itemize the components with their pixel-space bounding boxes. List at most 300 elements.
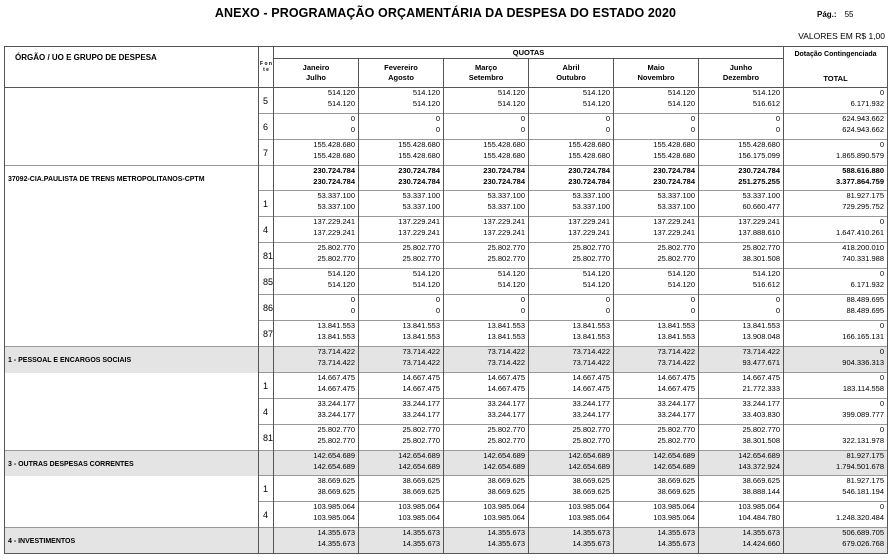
row-label xyxy=(5,373,259,399)
table-row xyxy=(5,114,888,140)
quota-cell xyxy=(614,243,699,269)
value-second-half: 53.337.100 xyxy=(317,201,355,211)
value-first-half: 137.229.241 xyxy=(738,217,780,226)
table-row xyxy=(5,373,888,399)
row-label xyxy=(5,269,259,295)
total-cell xyxy=(784,528,888,554)
value-second-half: 904.336.313 xyxy=(842,357,884,367)
value-second-half: 25.802.770 xyxy=(402,435,440,445)
value-first-half: 0 xyxy=(435,295,440,304)
value-first-half: 33.244.177 xyxy=(402,399,440,408)
quota-cell xyxy=(274,269,359,295)
value-second-half: 25.802.770 xyxy=(317,435,355,445)
value-second-half: 53.337.100 xyxy=(657,201,695,211)
value-first-half: 155.428.680 xyxy=(313,140,355,149)
value-second-half: 230.724.784 xyxy=(313,176,355,186)
value-first-half: 81.927.175 xyxy=(846,451,884,460)
value-second-half: 25.802.770 xyxy=(572,435,610,445)
value-first-half: 13.841.553 xyxy=(657,321,695,330)
value-second-half: 514.120 xyxy=(497,98,525,108)
value-second-half: 546.181.194 xyxy=(842,486,884,496)
value-first-half: 0 xyxy=(775,114,780,123)
value-second-half: 0 xyxy=(520,124,525,134)
quotas-header: QUOTAS xyxy=(274,47,784,59)
value-second-half: 514.120 xyxy=(327,98,355,108)
quota-cell xyxy=(699,476,784,502)
value-second-half: 516.612 xyxy=(752,98,780,108)
value-second-half: 137.229.241 xyxy=(568,227,610,237)
value-first-half: 514.120 xyxy=(582,88,610,97)
value-first-half: 155.428.680 xyxy=(398,140,440,149)
value-second-half: 729.295.752 xyxy=(842,201,884,211)
value-first-half: 25.802.770 xyxy=(657,243,695,252)
table-row xyxy=(5,166,888,191)
quota-cell xyxy=(614,425,699,451)
value-second-half: 14.424.660 xyxy=(742,538,780,548)
value-first-half: 137.229.241 xyxy=(313,217,355,226)
table-row xyxy=(5,399,888,425)
quota-cell xyxy=(359,295,444,321)
value-first-half: 14.355.673 xyxy=(487,528,525,537)
quota-cell xyxy=(699,191,784,217)
value-first-half: 0 xyxy=(350,114,355,123)
value-first-half: 25.802.770 xyxy=(402,425,440,434)
total-header: TOTAL xyxy=(784,59,888,88)
value-first-half: 73.714.422 xyxy=(742,347,780,356)
quota-cell xyxy=(699,425,784,451)
table-row xyxy=(5,243,888,269)
value-first-half: 514.120 xyxy=(497,269,525,278)
quota-cell xyxy=(274,502,359,528)
value-first-half: 137.229.241 xyxy=(398,217,440,226)
value-second-half: 38.301.508 xyxy=(742,253,780,263)
quota-cell xyxy=(444,347,529,373)
value-first-half: 137.229.241 xyxy=(568,217,610,226)
value-second-half: 155.428.680 xyxy=(568,150,610,160)
fonte-cell: 4 xyxy=(259,502,274,528)
table-row xyxy=(5,528,888,554)
value-first-half: 25.802.770 xyxy=(742,425,780,434)
value-second-half: 14.355.673 xyxy=(402,538,440,548)
quota-cell xyxy=(529,476,614,502)
value-second-half: 137.229.241 xyxy=(313,227,355,237)
value-first-half: 0 xyxy=(879,425,884,434)
value-second-half: 38.301.508 xyxy=(742,435,780,445)
value-first-half: 88.489.695 xyxy=(846,295,884,304)
fonte-cell: 85 xyxy=(259,269,274,295)
quota-cell xyxy=(614,528,699,554)
value-second-half: 514.120 xyxy=(412,98,440,108)
value-second-half: 73.714.422 xyxy=(487,357,525,367)
quota-cell xyxy=(359,451,444,476)
value-second-half: 679.026.768 xyxy=(842,538,884,548)
value-second-half: 166.165.131 xyxy=(842,331,884,341)
quota-cell xyxy=(699,347,784,373)
value-first-half: 14.355.673 xyxy=(317,528,355,537)
fonte-cell: 86 xyxy=(259,295,274,321)
quota-cell xyxy=(699,217,784,243)
quota-cell xyxy=(444,166,529,191)
quota-cell xyxy=(614,502,699,528)
total-cell xyxy=(784,114,888,140)
value-first-half: 0 xyxy=(879,347,884,356)
value-second-half: 740.331.988 xyxy=(842,253,884,263)
table-row xyxy=(5,451,888,476)
quota-cell xyxy=(444,88,529,114)
value-second-half: 6.171.932 xyxy=(850,98,884,108)
quota-cell xyxy=(614,347,699,373)
value-first-half: 14.667.475 xyxy=(317,373,355,382)
value-first-half: 103.985.064 xyxy=(398,502,440,511)
total-cell xyxy=(784,269,888,295)
value-first-half: 25.802.770 xyxy=(487,243,525,252)
value-first-half: 0 xyxy=(520,295,525,304)
quota-cell xyxy=(529,217,614,243)
value-first-half: 13.841.553 xyxy=(317,321,355,330)
value-first-half: 14.355.673 xyxy=(742,528,780,537)
value-first-half: 514.120 xyxy=(412,88,440,97)
quota-cell xyxy=(359,88,444,114)
value-second-half: 103.985.064 xyxy=(398,512,440,522)
quota-cell xyxy=(699,269,784,295)
value-second-half: 38.669.625 xyxy=(487,486,525,496)
quota-cell xyxy=(274,191,359,217)
row-label xyxy=(5,191,259,217)
value-second-half: 514.120 xyxy=(582,279,610,289)
value-first-half: 0 xyxy=(435,114,440,123)
value-first-half: 25.802.770 xyxy=(572,425,610,434)
value-second-half: 73.714.422 xyxy=(572,357,610,367)
value-second-half: 0 xyxy=(690,124,695,134)
quota-cell xyxy=(274,476,359,502)
value-second-half: 38.669.625 xyxy=(657,486,695,496)
table-row xyxy=(5,217,888,243)
value-first-half: 13.841.553 xyxy=(402,321,440,330)
total-cell xyxy=(784,373,888,399)
value-first-half: 103.985.064 xyxy=(483,502,525,511)
quota-cell xyxy=(529,528,614,554)
quota-cell xyxy=(699,451,784,476)
value-second-half: 88.489.695 xyxy=(846,305,884,315)
value-first-half: 230.724.784 xyxy=(483,166,525,175)
quota-cell xyxy=(614,321,699,347)
quota-cell xyxy=(444,502,529,528)
value-second-half: 155.428.680 xyxy=(653,150,695,160)
quota-cell xyxy=(359,373,444,399)
quota-cell xyxy=(614,88,699,114)
value-second-half: 3.377.864.759 xyxy=(836,176,884,186)
value-second-half: 143.372.924 xyxy=(738,461,780,471)
row-label xyxy=(5,114,259,140)
value-second-half: 137.888.610 xyxy=(738,227,780,237)
quota-cell xyxy=(699,295,784,321)
value-first-half: 230.724.784 xyxy=(398,166,440,175)
quota-cell xyxy=(529,243,614,269)
quota-cell xyxy=(444,425,529,451)
value-first-half: 514.120 xyxy=(412,269,440,278)
total-cell xyxy=(784,321,888,347)
value-first-half: 0 xyxy=(879,217,884,226)
quota-cell xyxy=(274,166,359,191)
value-first-half: 142.654.689 xyxy=(568,451,610,460)
value-first-half: 0 xyxy=(879,373,884,382)
quota-cell xyxy=(614,217,699,243)
value-second-half: 624.943.662 xyxy=(842,124,884,134)
value-first-half: 73.714.422 xyxy=(487,347,525,356)
row-label xyxy=(5,140,259,166)
quota-cell xyxy=(699,140,784,166)
value-first-half: 38.669.625 xyxy=(742,476,780,485)
quota-cell xyxy=(359,166,444,191)
value-second-half: 514.120 xyxy=(327,279,355,289)
value-first-half: 230.724.784 xyxy=(653,166,695,175)
row-label xyxy=(5,476,259,502)
table-row xyxy=(5,295,888,321)
table-row xyxy=(5,502,888,528)
fonte-cell: 4 xyxy=(259,399,274,425)
month-header: Maio Novembro xyxy=(614,59,699,88)
value-second-half: 53.337.100 xyxy=(572,201,610,211)
quota-cell xyxy=(359,243,444,269)
value-first-half: 0 xyxy=(520,114,525,123)
dotacao-header: Dotação Contingenciada xyxy=(784,47,888,59)
value-second-half: 103.985.064 xyxy=(483,512,525,522)
value-first-half: 14.667.475 xyxy=(742,373,780,382)
value-first-half: 103.985.064 xyxy=(313,502,355,511)
fonte-cell: 1 xyxy=(259,191,274,217)
value-second-half: 0 xyxy=(435,124,440,134)
fonte-cell xyxy=(259,347,274,373)
row-label xyxy=(5,295,259,321)
total-cell xyxy=(784,425,888,451)
value-first-half: 0 xyxy=(879,269,884,278)
quota-cell xyxy=(359,476,444,502)
value-second-half: 73.714.422 xyxy=(657,357,695,367)
value-first-half: 13.841.553 xyxy=(487,321,525,330)
value-second-half: 230.724.784 xyxy=(568,176,610,186)
value-first-half: 25.802.770 xyxy=(487,425,525,434)
value-second-half: 53.337.100 xyxy=(402,201,440,211)
value-second-half: 142.654.689 xyxy=(568,461,610,471)
value-first-half: 103.985.064 xyxy=(568,502,610,511)
value-second-half: 14.667.475 xyxy=(402,383,440,393)
quota-cell xyxy=(529,425,614,451)
value-first-half: 588.616.880 xyxy=(842,166,884,175)
quota-cell xyxy=(699,114,784,140)
quota-cell xyxy=(614,451,699,476)
quota-cell xyxy=(699,166,784,191)
total-cell xyxy=(784,347,888,373)
total-cell xyxy=(784,451,888,476)
value-second-half: 322.131.978 xyxy=(842,435,884,445)
fonte-cell: 5 xyxy=(259,88,274,114)
value-first-half: 25.802.770 xyxy=(317,243,355,252)
value-first-half: 73.714.422 xyxy=(402,347,440,356)
row-label xyxy=(5,217,259,243)
value-first-half: 142.654.689 xyxy=(398,451,440,460)
value-second-half: 13.841.553 xyxy=(317,331,355,341)
quota-cell xyxy=(359,425,444,451)
quota-cell xyxy=(529,399,614,425)
orgao-header: ÓRGÃO / UO E GRUPO DE DESPESA xyxy=(5,47,259,88)
value-first-half: 0 xyxy=(879,321,884,330)
value-first-half: 33.244.177 xyxy=(657,399,695,408)
page-label: Pág.: xyxy=(817,10,837,19)
quota-cell xyxy=(614,373,699,399)
value-first-half: 103.985.064 xyxy=(738,502,780,511)
value-first-half: 53.337.100 xyxy=(402,191,440,200)
quota-cell xyxy=(274,451,359,476)
value-first-half: 0 xyxy=(690,295,695,304)
value-first-half: 25.802.770 xyxy=(657,425,695,434)
value-first-half: 142.654.689 xyxy=(483,451,525,460)
quota-cell xyxy=(444,451,529,476)
value-first-half: 81.927.175 xyxy=(846,191,884,200)
quota-cell xyxy=(529,88,614,114)
value-first-half: 53.337.100 xyxy=(317,191,355,200)
fonte-cell: 1 xyxy=(259,476,274,502)
value-first-half: 514.120 xyxy=(327,88,355,97)
value-second-half: 53.337.100 xyxy=(487,201,525,211)
row-label xyxy=(5,321,259,347)
value-first-half: 0 xyxy=(879,399,884,408)
quota-cell xyxy=(359,502,444,528)
value-first-half: 33.244.177 xyxy=(742,399,780,408)
total-cell xyxy=(784,217,888,243)
fonte-cell: 87 xyxy=(259,321,274,347)
table-row xyxy=(5,347,888,373)
quota-cell xyxy=(274,88,359,114)
quota-cell xyxy=(274,243,359,269)
fonte-cell: 1 xyxy=(259,373,274,399)
value-second-half: 38.669.625 xyxy=(572,486,610,496)
page-number-value: 55 xyxy=(844,10,854,19)
quota-cell xyxy=(444,269,529,295)
value-second-half: 14.355.673 xyxy=(572,538,610,548)
value-second-half: 230.724.784 xyxy=(653,176,695,186)
quota-cell xyxy=(444,528,529,554)
value-first-half: 81.927.175 xyxy=(846,476,884,485)
value-first-half: 514.120 xyxy=(582,269,610,278)
value-second-half: 0 xyxy=(435,305,440,315)
value-first-half: 13.841.553 xyxy=(742,321,780,330)
table-row xyxy=(5,321,888,347)
quota-cell xyxy=(359,114,444,140)
quota-cell xyxy=(274,373,359,399)
value-first-half: 155.428.680 xyxy=(653,140,695,149)
value-second-half: 14.667.475 xyxy=(657,383,695,393)
quota-cell xyxy=(274,295,359,321)
value-second-half: 14.355.673 xyxy=(487,538,525,548)
quota-cell xyxy=(444,321,529,347)
value-first-half: 25.802.770 xyxy=(742,243,780,252)
value-second-half: 33.244.177 xyxy=(657,409,695,419)
value-second-half: 155.428.680 xyxy=(313,150,355,160)
total-cell xyxy=(784,191,888,217)
value-first-half: 53.337.100 xyxy=(572,191,610,200)
row-label: 4 - INVESTIMENTOS xyxy=(5,528,259,554)
value-second-half: 0 xyxy=(775,305,780,315)
value-first-half: 33.244.177 xyxy=(572,399,610,408)
quota-cell xyxy=(529,191,614,217)
quota-cell xyxy=(529,166,614,191)
value-second-half: 25.802.770 xyxy=(657,435,695,445)
value-second-half: 33.244.177 xyxy=(317,409,355,419)
value-first-half: 0 xyxy=(605,114,610,123)
value-first-half: 14.667.475 xyxy=(657,373,695,382)
quota-cell xyxy=(444,114,529,140)
fonte-cell: 7 xyxy=(259,140,274,166)
value-second-half: 514.120 xyxy=(667,279,695,289)
total-cell xyxy=(784,502,888,528)
value-first-half: 13.841.553 xyxy=(572,321,610,330)
value-second-half: 514.120 xyxy=(667,98,695,108)
quota-cell xyxy=(529,295,614,321)
quota-cell xyxy=(444,295,529,321)
value-first-half: 418.200.010 xyxy=(842,243,884,252)
quota-cell xyxy=(529,269,614,295)
table-row xyxy=(5,88,888,114)
value-second-half: 25.802.770 xyxy=(572,253,610,263)
value-first-half: 514.120 xyxy=(497,88,525,97)
value-second-half: 514.120 xyxy=(582,98,610,108)
fonte-header: F o n t e xyxy=(259,47,274,88)
quota-cell xyxy=(529,373,614,399)
total-cell xyxy=(784,166,888,191)
table-row xyxy=(5,269,888,295)
value-first-half: 14.667.475 xyxy=(487,373,525,382)
value-first-half: 155.428.680 xyxy=(738,140,780,149)
value-first-half: 514.120 xyxy=(667,269,695,278)
table-row xyxy=(5,191,888,217)
table-row xyxy=(5,140,888,166)
quota-cell xyxy=(614,140,699,166)
value-first-half: 0 xyxy=(879,140,884,149)
value-second-half: 38.669.625 xyxy=(402,486,440,496)
value-second-half: 25.802.770 xyxy=(657,253,695,263)
value-first-half: 155.428.680 xyxy=(568,140,610,149)
quota-cell xyxy=(614,399,699,425)
fonte-cell: 6 xyxy=(259,114,274,140)
quota-cell xyxy=(529,502,614,528)
value-first-half: 103.985.064 xyxy=(653,502,695,511)
fonte-cell xyxy=(259,528,274,554)
value-second-half: 14.355.673 xyxy=(317,538,355,548)
quota-cell xyxy=(274,114,359,140)
value-second-half: 73.714.422 xyxy=(317,357,355,367)
fonte-cell: 4 xyxy=(259,217,274,243)
value-first-half: 506.689.705 xyxy=(842,528,884,537)
value-first-half: 33.244.177 xyxy=(317,399,355,408)
quota-cell xyxy=(699,399,784,425)
value-second-half: 0 xyxy=(605,124,610,134)
quota-cell xyxy=(444,243,529,269)
value-first-half: 230.724.784 xyxy=(568,166,610,175)
quota-cell xyxy=(614,114,699,140)
value-second-half: 13.841.553 xyxy=(657,331,695,341)
value-first-half: 73.714.422 xyxy=(657,347,695,356)
value-second-half: 14.667.475 xyxy=(572,383,610,393)
value-second-half: 516.612 xyxy=(752,279,780,289)
month-header: Janeiro Julho xyxy=(274,59,359,88)
value-first-half: 624.943.662 xyxy=(842,114,884,123)
value-first-half: 38.669.625 xyxy=(572,476,610,485)
value-second-half: 104.484.780 xyxy=(738,512,780,522)
value-second-half: 142.654.689 xyxy=(313,461,355,471)
value-second-half: 137.229.241 xyxy=(398,227,440,237)
value-first-half: 14.355.673 xyxy=(402,528,440,537)
value-first-half: 38.669.625 xyxy=(317,476,355,485)
